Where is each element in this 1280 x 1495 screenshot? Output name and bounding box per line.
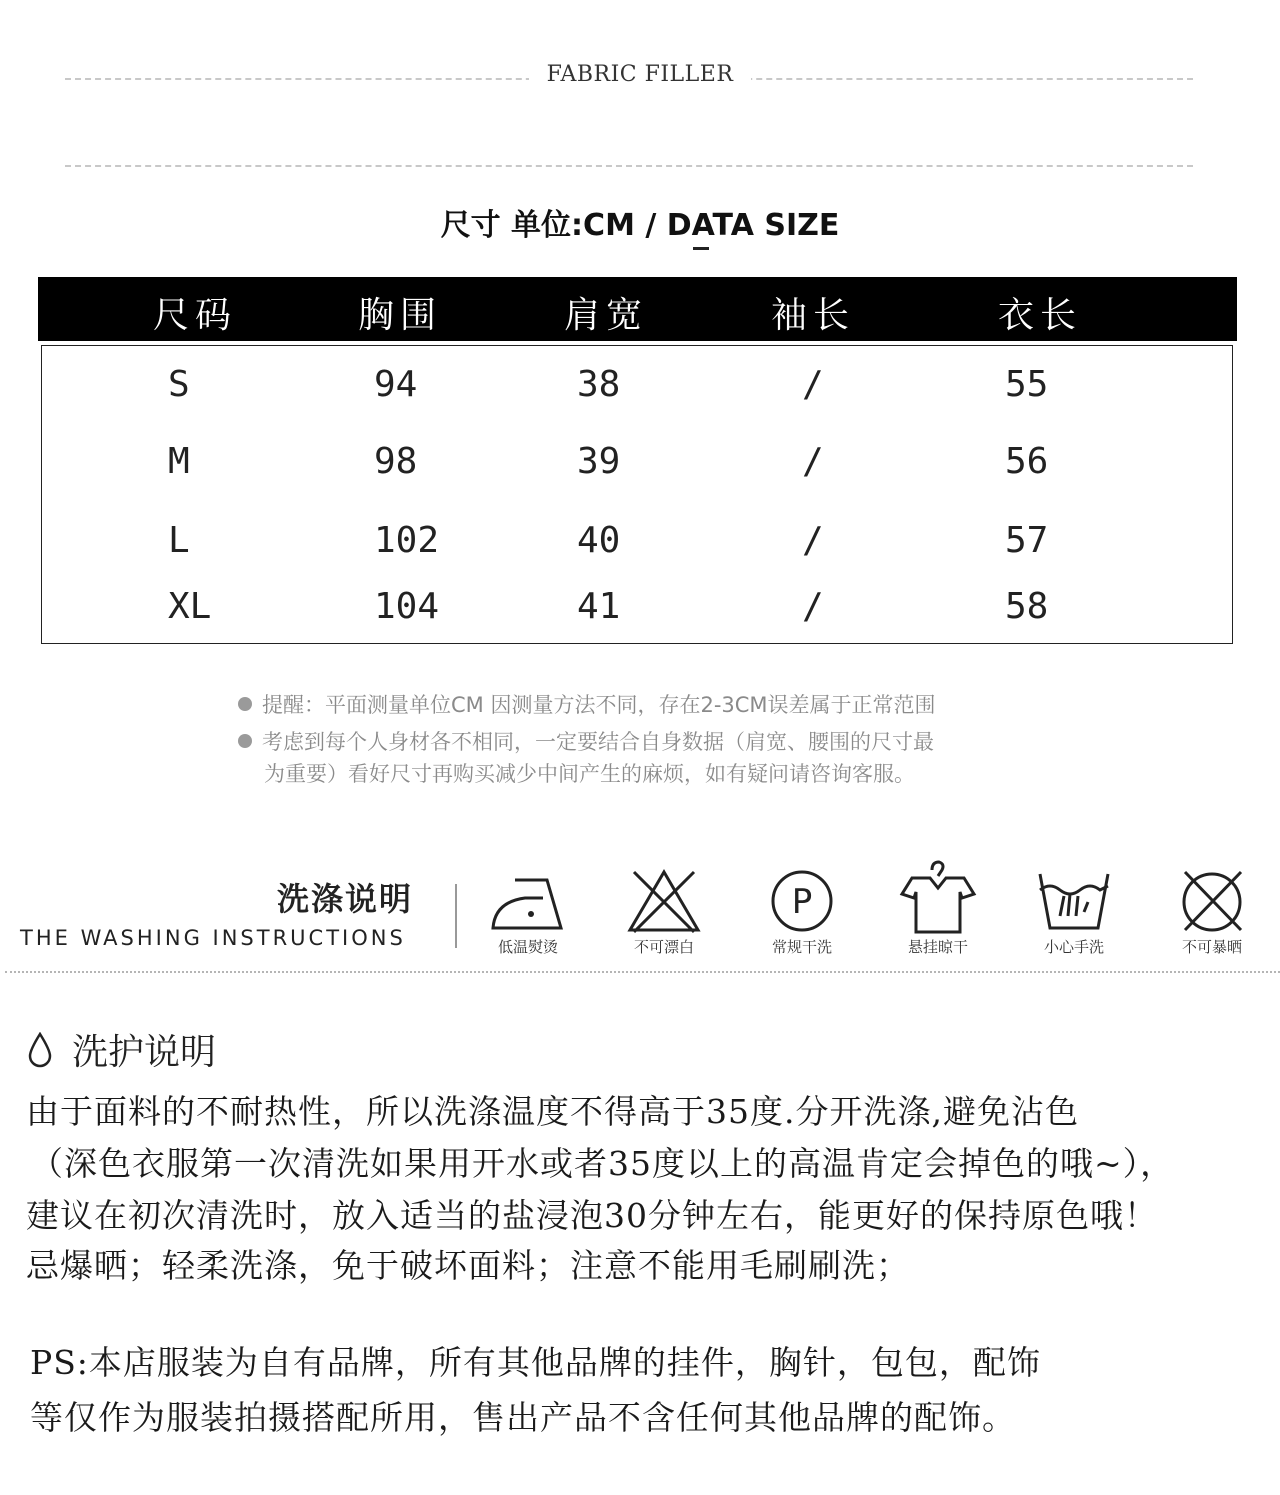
ps-line: PS:本店服装为自有品牌，所有其他品牌的挂件，胸针，包包，配饰 (30, 1343, 1041, 1382)
header-chest: 胸围 (358, 295, 443, 336)
care-symbol-dry-clean (752, 868, 852, 957)
cell-length: 56 (1005, 441, 1049, 482)
care-symbol-no-bleach (614, 868, 714, 957)
hand-wash-icon (1034, 868, 1114, 934)
header-sleeve: 袖长 (771, 295, 856, 336)
cell-size: L (168, 520, 190, 561)
size-title-underline (693, 247, 709, 250)
cell-chest: 98 (374, 441, 418, 482)
care-label: 小心手洗 (1043, 938, 1104, 956)
no-bleach-icon (624, 868, 704, 934)
sizing-advice-note: 考虑到每个人身材各不相同，一定要结合自身数据（肩宽、腰围的尺寸最 (238, 726, 934, 756)
sizing-advice-note-continued: 为重要）看好尺寸再购买减少中间产生的麻烦，如有疑问请咨询客服。 (264, 762, 915, 786)
cell-chest: 104 (374, 586, 440, 627)
care-label: 悬挂晾干 (907, 938, 968, 956)
care-label: 常规干洗 (771, 938, 832, 956)
care-title (28, 1024, 216, 1075)
hang-dry-icon (898, 860, 978, 934)
cell-sleeve: / (802, 364, 824, 405)
care-label: 低温熨烫 (497, 938, 558, 956)
care-label: 不可漂白 (633, 938, 694, 956)
care-label: 不可暴晒 (1181, 938, 1242, 956)
size-title: 尺寸 单位:CM / DATA SIZE (440, 208, 840, 243)
care-line: 由于面料的不耐热性，所以洗涤温度不得高于35度.分开洗涤,避免沾色 (26, 1092, 1079, 1131)
measurement-note: 提醒：平面测量单位CM 因测量方法不同，存在2-3CM误差属于正常范围 (238, 689, 936, 719)
cell-shoulder: 38 (577, 364, 621, 405)
care-symbol-iron (478, 872, 578, 957)
second-dashed-divider (65, 165, 1193, 167)
washing-separator (455, 884, 457, 948)
cell-sleeve: / (802, 586, 824, 627)
header-size: 尺码 (153, 295, 238, 336)
cell-chest: 94 (374, 364, 418, 405)
cell-length: 55 (1005, 364, 1049, 405)
header-length: 衣长 (998, 295, 1083, 336)
cell-size: S (168, 364, 190, 405)
washing-title-cn: 洗涤说明 (277, 880, 414, 918)
washing-dotted-divider (5, 971, 1280, 973)
cell-sleeve: / (802, 441, 824, 482)
care-symbol-hand-wash (1024, 868, 1124, 957)
bullet-dot (238, 697, 252, 711)
size-table-header (38, 277, 1237, 341)
cell-size: XL (168, 586, 212, 627)
fabric-filler-heading: FABRIC FILLER (0, 62, 1280, 87)
washing-title-en: THE WASHING INSTRUCTIONS (20, 926, 406, 950)
care-line: 忌爆晒；轻柔洗涤，免于破坏面料；注意不能用毛刷刷洗； (26, 1246, 910, 1285)
ps-line: 等仅作为服装拍摄搭配所用，售出产品不含任何其他品牌的配饰。 (30, 1398, 1016, 1437)
cell-shoulder: 41 (577, 586, 621, 627)
cell-length: 57 (1005, 520, 1049, 561)
water-drop-icon (28, 1032, 52, 1068)
size-table-body (41, 345, 1233, 644)
svg-text:P: P (791, 882, 813, 922)
care-symbol-no-sun (1162, 868, 1262, 957)
bullet-dot (238, 734, 252, 748)
care-line: 建议在初次清洗时，放入适当的盐浸泡30分钟左右，能更好的保持原色哦！ (26, 1196, 1158, 1235)
cell-length: 58 (1005, 586, 1049, 627)
iron-low-temp-icon (485, 872, 571, 934)
cell-shoulder: 39 (577, 441, 621, 482)
cell-sleeve: / (802, 520, 824, 561)
cell-size: M (168, 441, 190, 482)
dry-clean-p-icon (769, 868, 835, 934)
header-shoulder: 肩宽 (564, 295, 649, 336)
cell-shoulder: 40 (577, 520, 621, 561)
no-tumble-dry-icon (1177, 868, 1247, 934)
cell-chest: 102 (374, 520, 440, 561)
care-line: （深色衣服第一次清洗如果用开水或者35度以上的高温肯定会掉色的哦~）， (30, 1144, 1175, 1183)
care-symbol-hang-dry (888, 860, 988, 957)
care-title-text: 洗护说明 (72, 1032, 217, 1073)
